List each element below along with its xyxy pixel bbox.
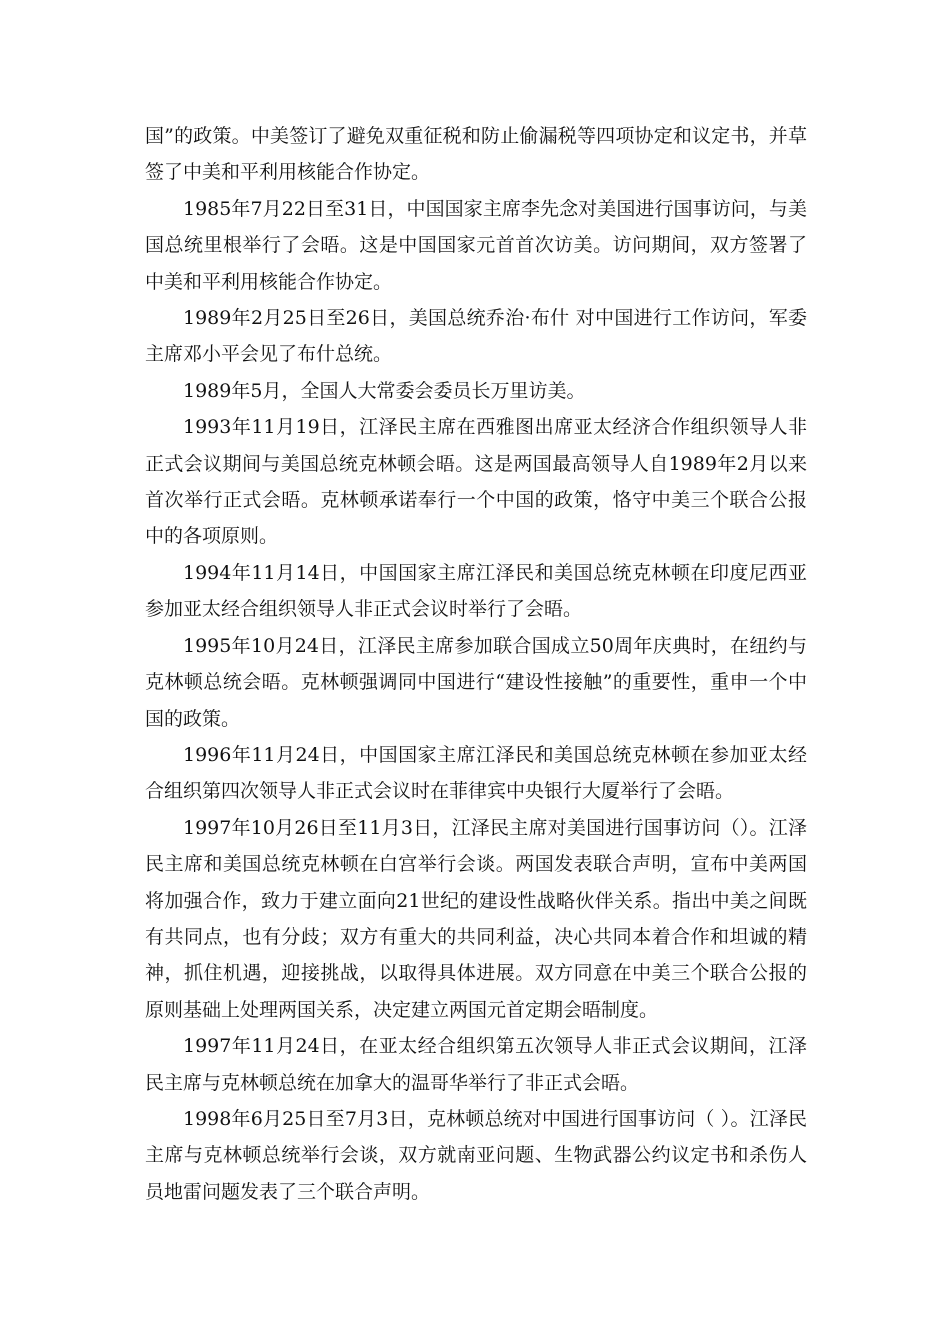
document-body [145, 118, 807, 1210]
paragraph-1994-indonesia: 1994年11月14日，中国国家主席江泽民和美国总统克林顿在印度尼西亚参加亚太经合组织领导人非正式会议时举行了会晤。 [145, 561, 807, 621]
paragraph-1998-clinton-visit: 1998年6月25日至7月3日，克林顿总统对中国进行国事访问（ ）。江泽民主席与克林顿总统举行会谈，双方就南亚问题、生物武器公约议定书和杀伤人员地雷问题发表了三个联合声明。 [145, 1107, 807, 1203]
paragraph-1997-state-visit: 1997年10月26日至11月3日，江泽民主席对美国进行国事访问（）。江泽民主席和美国总统克林顿在白宫举行会谈。两国发表联合声明，宣布中美两国将加强合作，致力于建立面向21世纪的建设性战略伙伴关系。指出中美之间既有共同点，也有分歧；双方有重大的共同利益，决心共同本着合作和坦诚的精神，抓住机遇，迎接挑战，以取得具体进展。双方同意在中美三个联合公报的原则基础上处理两国关系，决定建立两国元首定期会晤制度。 [145, 816, 807, 1021]
paragraph-1997-vancouver: 1997年11月24日，在亚太经合组织第五次领导人非正式会议期间，江泽民主席与克林顿总统在加拿大的温哥华举行了非正式会晤。 [145, 1035, 807, 1094]
paragraph-1996-philippines: 1996年11月24日，中国国家主席江泽民和美国总统克林顿在参加亚太经合组织第四次领导人非正式会议时在菲律宾中央银行大厦举行了会晤。 [145, 743, 807, 803]
paragraph-1993-seattle: 1993年11月19日，江泽民主席在西雅图出席亚太经济合作组织领导人非正式会议期间与美国总统克林顿会晤。这是两国最高领导人自1989年2月以来首次举行正式会晤。克林顿承诺奉行一个中国的政策，恪守中美三个联合公报中的各项原则。 [145, 416, 807, 548]
paragraph-continuation: 国”的政策。中美签订了避免双重征税和防止偷漏税等四项协定和议定书，并草签了中美和平利用核能合作协定。 [145, 125, 807, 184]
paragraph-1995-new-york: 1995年10月24日，江泽民主席参加联合国成立50周年庆典时，在纽约与克林顿总统会晤。克林顿强调同中国进行“建设性接触”的重要性，重申一个中国的政策。 [145, 634, 807, 730]
paragraph-1989-bush-visit: 1989年2月25日至26日，美国总统乔治·布什 对中国进行工作访问，军委主席邓小平会见了布什总统。 [145, 307, 807, 366]
paragraph-1985-visit: 1985年7月22日至31日，中国国家主席李先念对美国进行国事访问，与美国总统里根举行了会晤。这是中国国家元首首次访美。访问期间，双方签署了中美和平利用核能合作协定。 [145, 197, 807, 293]
paragraph-1989-wanli-visit: 1989年5月，全国人大常委会委员长万里访美。 [183, 379, 586, 402]
